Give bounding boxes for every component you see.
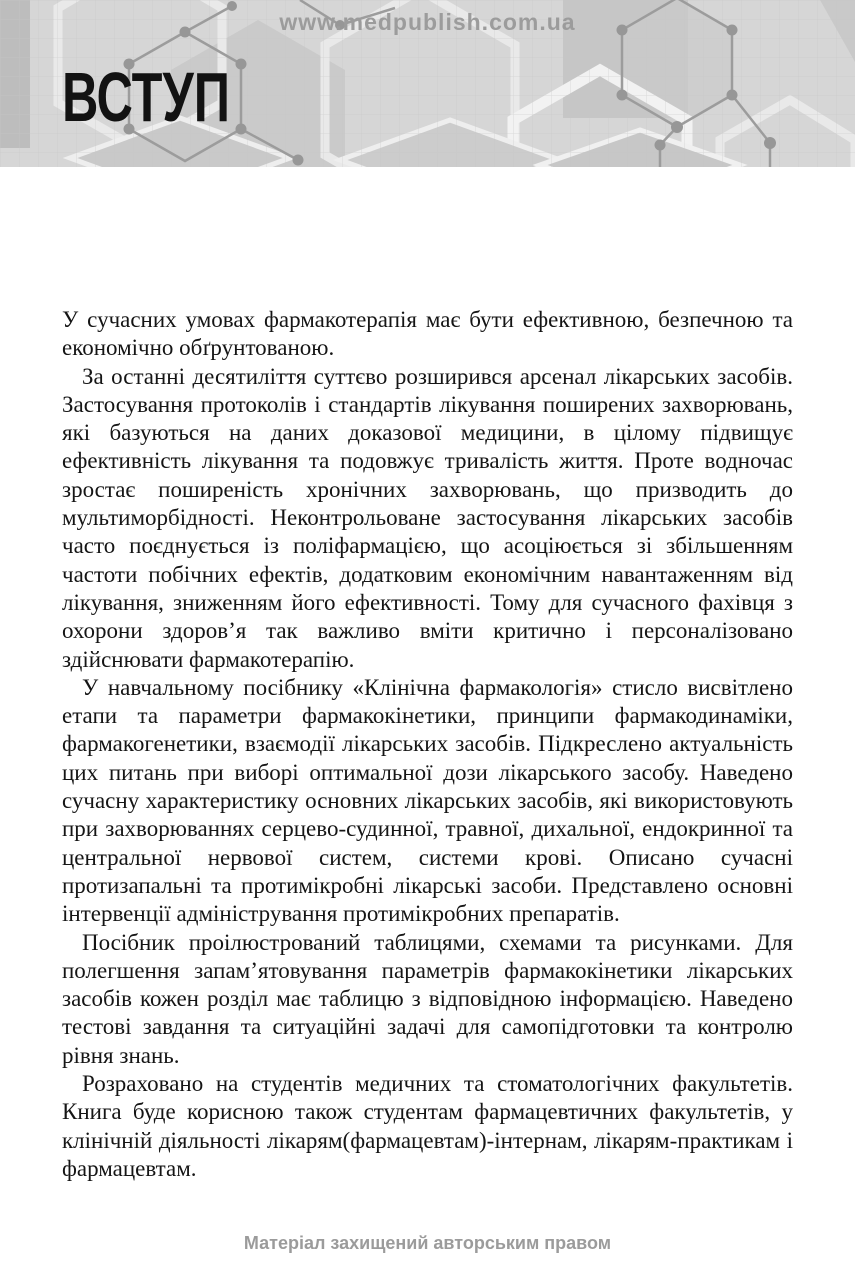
header-banner	[0, 0, 855, 167]
page-title: ВСТУП	[62, 58, 230, 136]
body-text	[62, 306, 793, 1183]
body-paragraph: Розраховано на студентів медичних та стоматологічних факультетів. Книга буде корисною також студентам фармацевтичних факультетів, у клінічній діяльності лікарям(фармацевтам)-інтернам, лікарям-практикам і фармацевтам.	[62, 1071, 793, 1181]
body-paragraph: За останні десятиліття суттєво розширився арсенал лікарських засобів. Застосування протоколів і стандартів лікування поширених захворювань, які базуються на даних доказової медицини, в цілому підвищує ефективність лікування та подовжує тривалість життя. Проте водночас зростає поширеність хронічних захворювань, що призводить до мультиморбідності. Неконтрольоване застосування лікарських засобів часто поєднується із поліфармацією, що асоціюється зі збільшенням частоти побічних ефектів, додатковим економічним навантаженням від лікування, зниженням його ефективності. Тому для сучасного фахівця з охорони здоров’я так важливо вміти критично і персоналізовано здійснювати фармакотерапію.	[62, 363, 793, 672]
copyright-notice: Матеріал захищений авторським правом	[243, 1233, 612, 1253]
body-paragraph: У сучасних умовах фармакотерапія має бути ефективною, безпечною та економічно обґрунтованою.	[62, 307, 793, 361]
body-paragraph: Посібник проілюстрований таблицями, схемами та рисунками. Для полегшення запам’ятовування параметрів фармакокінетики лікарських засобів кожен розділ має таблицю з відповідною інформацією. Наведено тестові завдання та ситуаційні задачі для самопідготовки та контролю рівня знань.	[62, 929, 793, 1068]
watermark-text: www.medpublish.com.ua	[279, 9, 576, 35]
body-paragraph: У навчальному посібнику «Клінічна фармакологія» стисло висвітлено етапи та параметри фармакокінетики, принципи фармакодинаміки, фармакогенетики, взаємодії лікарських засобів. Підкреслено актуальність цих питань при виборі оптимальної дози лікарського засобу. Наведено сучасну характеристику основних лікарських засобів, які використовують при захворюваннях серцево-судинної, травної, дихальної, ендокринної та центральної нервової систем, системи крові. Описано сучасні протизапальні та протимікробні лікарські засоби. Представлено основні інтервенції адміністрування протимікробних препаратів.	[62, 674, 793, 927]
